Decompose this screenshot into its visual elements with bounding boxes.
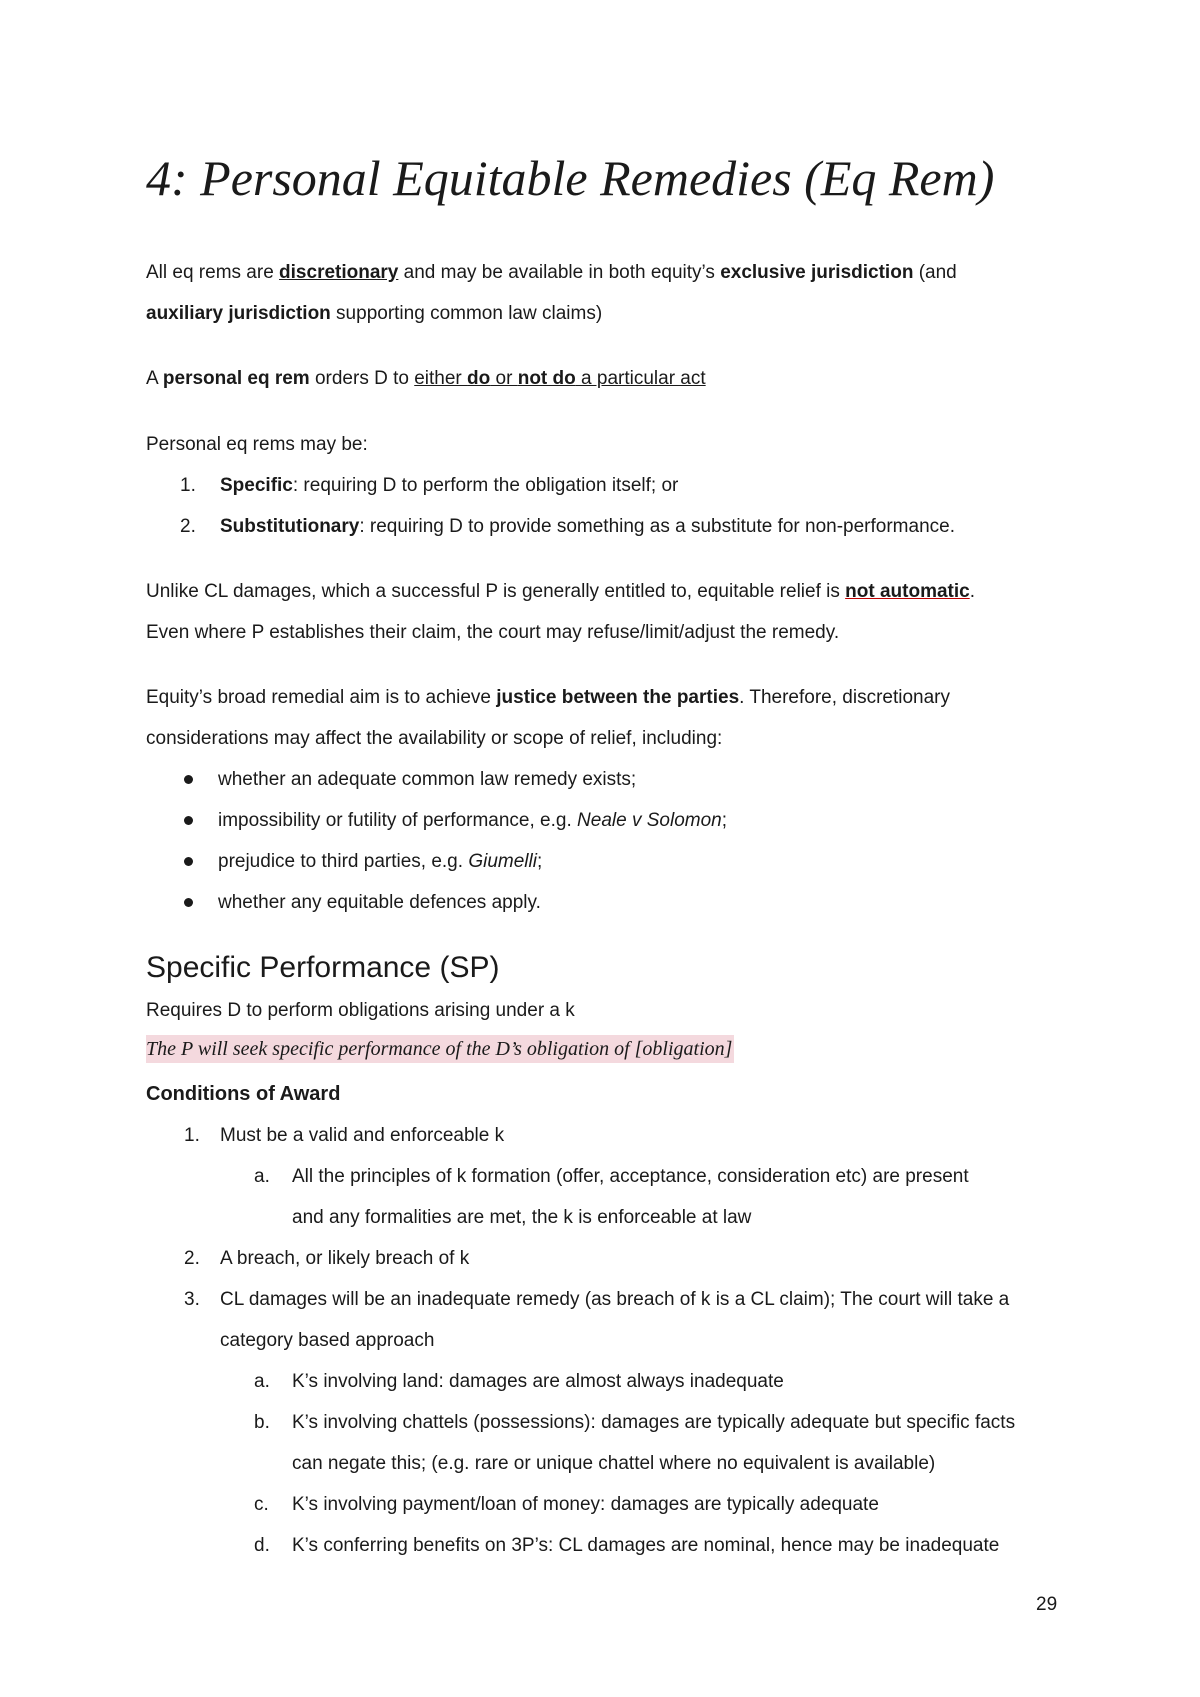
underlined-phrase	[414, 368, 705, 389]
list-text: A breach, or likely breach of k	[220, 1248, 470, 1269]
term-auxiliary-jurisdiction: auxiliary jurisdiction	[146, 303, 331, 324]
case-name: Neale v Solomon	[577, 810, 722, 831]
list-text: K’s involving land: damages are almost always inadequate	[292, 1371, 784, 1392]
page-number: 29	[1036, 1594, 1058, 1615]
intro-paragraph-5	[146, 677, 950, 718]
conditions-heading: Conditions of Award	[146, 1083, 341, 1105]
list-text: CL damages will be an inadequate remedy (as breach of k is a CL claim); The court will take a	[220, 1289, 1010, 1310]
text: : requiring D to perform the obligation itself; or	[292, 475, 679, 496]
bullet-text: whether an adequate common law remedy exists;	[218, 769, 637, 790]
text: either	[414, 368, 468, 389]
bullet-icon	[184, 775, 193, 784]
page-title: 4: Personal Equitable Remedies (Eq Rem)	[146, 150, 995, 206]
case-name: Giumelli	[468, 851, 537, 872]
intro-paragraph-1-cont	[146, 293, 602, 334]
list-text: K’s conferring benefits on 3P’s: CL damages are nominal, hence may be inadequate	[292, 1535, 1000, 1556]
text: ;	[721, 810, 728, 831]
text: .	[969, 581, 975, 602]
intro-paragraph-3: Personal eq rems may be:	[146, 434, 368, 455]
list-letter: c.	[254, 1494, 269, 1515]
text: : requiring D to provide something as a substitute for non-performance.	[359, 516, 955, 537]
bullet-text	[218, 800, 727, 841]
text: Unlike CL damages, which a successful P is generally entitled to, equitable relief is	[146, 581, 846, 602]
term-not-automatic: not automatic	[845, 581, 970, 602]
bullet-text	[218, 841, 542, 882]
list-number: 1.	[180, 475, 196, 496]
list-text: and any formalities are met, the k is enforceable at law	[292, 1207, 752, 1228]
text: or	[490, 368, 518, 389]
text: A	[146, 368, 163, 389]
list-letter: b.	[254, 1412, 270, 1433]
sp-template-highlight: The P will seek specific performance of the D’s obligation of [obligation]	[146, 1035, 734, 1063]
text: Equity’s broad remedial aim is to achieve	[146, 687, 497, 708]
bullet-icon	[184, 857, 193, 866]
list-text	[220, 506, 955, 547]
text: (and	[913, 262, 957, 283]
term-substitutionary: Substitutionary	[220, 516, 360, 537]
term-specific: Specific	[220, 475, 293, 496]
text: a particular act	[575, 368, 706, 389]
intro-paragraph-1	[146, 252, 957, 293]
list-letter: d.	[254, 1535, 270, 1556]
section-heading-sp: Specific Performance (SP)	[146, 951, 500, 984]
list-number: 2.	[180, 516, 196, 537]
intro-paragraph-2	[146, 358, 706, 399]
list-text: Must be a valid and enforceable k	[220, 1125, 505, 1146]
list-text: can negate this; (e.g. rare or unique chattel where no equivalent is available)	[292, 1453, 936, 1474]
text: prejudice to third parties, e.g.	[218, 851, 469, 872]
list-text: K’s involving payment/loan of money: damages are typically adequate	[292, 1494, 879, 1515]
list-text: All the principles of k formation (offer, acceptance, consideration etc) are present	[292, 1166, 969, 1187]
text: All eq rems are	[146, 262, 280, 283]
list-text: category based approach	[220, 1330, 435, 1351]
list-text: K’s involving chattels (possessions): damages are typically adequate but specific facts	[292, 1412, 1016, 1433]
intro-paragraph-4-cont: Even where P establishes their claim, the court may refuse/limit/adjust the remedy.	[146, 622, 840, 643]
text: and may be available in both equity’s	[398, 262, 721, 283]
term-do: do	[467, 368, 491, 389]
list-letter: a.	[254, 1166, 270, 1187]
term-personal-eq-rem: personal eq rem	[162, 368, 310, 389]
term-discretionary: discretionary	[279, 262, 399, 283]
list-number: 2.	[184, 1248, 200, 1269]
text: . Therefore, discretionary	[739, 687, 950, 708]
bullet-icon	[184, 816, 193, 825]
text: ;	[536, 851, 543, 872]
list-text	[220, 465, 678, 506]
intro-paragraph-5-cont: considerations may affect the availability or scope of relief, including:	[146, 728, 723, 749]
term-exclusive-jurisdiction: exclusive jurisdiction	[720, 262, 914, 283]
bullet-icon	[184, 898, 193, 907]
list-letter: a.	[254, 1371, 270, 1392]
text: impossibility or futility of performance, e.g.	[218, 810, 578, 831]
bullet-text: whether any equitable defences apply.	[218, 892, 541, 913]
text: supporting common law claims)	[330, 303, 603, 324]
list-number: 3.	[184, 1289, 200, 1310]
term-not-do: not do	[517, 368, 576, 389]
term-justice-between-parties: justice between the parties	[496, 687, 740, 708]
intro-paragraph-4	[146, 571, 975, 612]
sp-description: Requires D to perform obligations arising under a k	[146, 1000, 575, 1021]
text: orders D to	[309, 368, 415, 389]
list-number: 1.	[184, 1125, 200, 1146]
